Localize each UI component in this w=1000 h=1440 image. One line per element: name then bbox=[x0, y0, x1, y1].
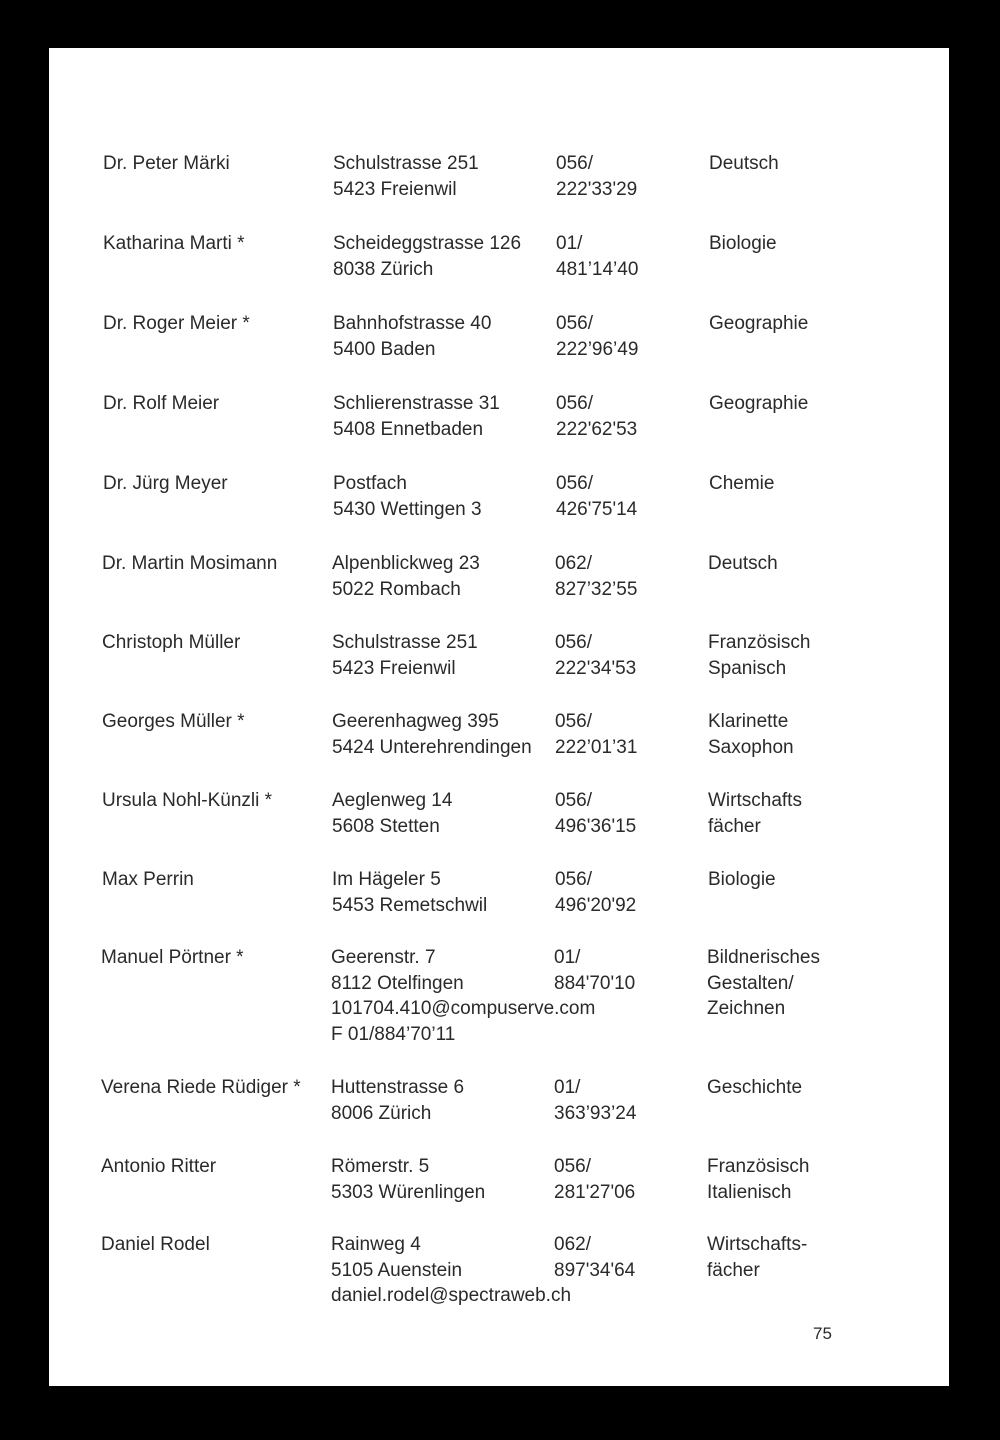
phone-line: 01/ bbox=[556, 233, 583, 254]
phone-line: 496'20'92 bbox=[555, 894, 637, 916]
subject-line: Geographie bbox=[709, 393, 809, 414]
entry-subject bbox=[707, 1154, 809, 1205]
phone-line: 056/ bbox=[555, 869, 592, 890]
entry-address bbox=[332, 867, 487, 918]
entry-phone bbox=[554, 1075, 636, 1126]
entry-phone bbox=[555, 709, 637, 760]
address-line: Rainweg 4 bbox=[331, 1234, 421, 1255]
subject-line: Wirtschafts bbox=[708, 790, 802, 811]
entry-name: Dr. Rolf Meier bbox=[103, 393, 220, 414]
subject-line: Französisch bbox=[708, 632, 811, 653]
entry-subject bbox=[709, 391, 808, 417]
entry-subject bbox=[708, 551, 778, 577]
phone-line: 056/ bbox=[556, 153, 593, 174]
address-line: Geerenstr. 7 bbox=[331, 947, 436, 968]
address-line: Huttenstrasse 6 bbox=[331, 1077, 465, 1098]
address-line: 5303 Würenlingen bbox=[331, 1181, 486, 1203]
phone-line: 01/ bbox=[554, 947, 581, 968]
entry-subject bbox=[709, 231, 777, 257]
entry-subject bbox=[708, 867, 776, 893]
subject-line: Geschichte bbox=[707, 1077, 803, 1098]
phone-line: 062/ bbox=[555, 553, 592, 574]
entry-phone bbox=[556, 391, 637, 442]
address-line: daniel.rodel@spectraweb.ch bbox=[331, 1285, 572, 1306]
phone-line: 056/ bbox=[556, 393, 593, 414]
phone-line: 222'33'29 bbox=[556, 178, 638, 200]
address-line: Postfach bbox=[333, 473, 407, 494]
entry-phone bbox=[555, 788, 636, 839]
address-line: 8006 Zürich bbox=[331, 1102, 432, 1124]
entry-subject bbox=[707, 945, 820, 1022]
entry-address bbox=[331, 1232, 571, 1309]
entry-name: Max Perrin bbox=[102, 869, 194, 890]
subject-line: Wirtschafts- bbox=[707, 1234, 808, 1255]
subject-line: Klarinette bbox=[708, 711, 789, 732]
entry-name: Katharina Marti * bbox=[103, 233, 245, 254]
subject-line: fächer bbox=[707, 1259, 760, 1281]
address-line: 5408 Ennetbaden bbox=[333, 418, 484, 440]
entry-address bbox=[332, 709, 532, 760]
entry-phone bbox=[555, 630, 636, 681]
phone-line: 056/ bbox=[556, 313, 593, 334]
phone-line: 827’32’55 bbox=[555, 578, 638, 600]
address-line: 8112 Otelfingen bbox=[331, 972, 464, 994]
entry-phone bbox=[556, 151, 637, 202]
entry-name: Georges Müller * bbox=[102, 711, 245, 732]
address-line: Alpenblickweg 23 bbox=[332, 553, 480, 574]
entry-address bbox=[331, 1154, 485, 1205]
entry-name: Antonio Ritter bbox=[101, 1156, 217, 1177]
subject-line: Italienisch bbox=[707, 1181, 792, 1203]
entry-address bbox=[333, 391, 500, 442]
address-line: 5400 Baden bbox=[333, 338, 436, 360]
subject-line: Spanisch bbox=[708, 657, 787, 679]
address-line: Römerstr. 5 bbox=[331, 1156, 430, 1177]
address-line: Im Hägeler 5 bbox=[332, 869, 441, 890]
entry-phone bbox=[554, 945, 635, 996]
entry-phone bbox=[556, 311, 638, 362]
entry-phone bbox=[555, 867, 636, 918]
entry-name: Dr. Peter Märki bbox=[103, 153, 230, 174]
entry-subject bbox=[708, 709, 794, 760]
subject-line: Deutsch bbox=[708, 553, 778, 574]
subject-line: Gestalten/ bbox=[707, 972, 794, 994]
entry-address bbox=[333, 151, 479, 202]
phone-line: 222'62'53 bbox=[556, 418, 638, 440]
address-line: 5453 Remetschwil bbox=[332, 894, 488, 916]
entry-name: Daniel Rodel bbox=[101, 1234, 210, 1255]
subject-line: Deutsch bbox=[709, 153, 779, 174]
phone-line: 056/ bbox=[555, 632, 592, 653]
entry-name: Dr. Roger Meier * bbox=[103, 313, 250, 334]
entry-subject bbox=[707, 1075, 802, 1101]
entry-name: Manuel Pörtner * bbox=[101, 947, 244, 968]
phone-line: 056/ bbox=[554, 1156, 591, 1177]
entry-address bbox=[333, 231, 521, 282]
document-page bbox=[49, 48, 949, 1386]
phone-line: 222’01’31 bbox=[555, 736, 638, 758]
subject-line: Zeichnen bbox=[707, 998, 786, 1019]
phone-line: 222’96’49 bbox=[556, 338, 639, 360]
entry-phone bbox=[554, 1154, 635, 1205]
entry-name: Dr. Jürg Meyer bbox=[103, 473, 228, 494]
phone-line: 056/ bbox=[555, 711, 592, 732]
entry-address bbox=[331, 1075, 464, 1126]
address-line: Aeglenweg 14 bbox=[332, 790, 453, 811]
entry-name: Ursula Nohl-Künzli * bbox=[102, 790, 273, 811]
address-line: 5423 Freienwil bbox=[333, 178, 457, 200]
address-line: 5022 Rombach bbox=[332, 578, 461, 600]
entry-address bbox=[332, 551, 480, 602]
entry-name: Christoph Müller bbox=[102, 632, 241, 653]
entry-address bbox=[333, 471, 482, 522]
phone-line: 496'36'15 bbox=[555, 815, 637, 837]
address-line: 5105 Auenstein bbox=[331, 1259, 463, 1281]
address-line: Schulstrasse 251 bbox=[332, 632, 478, 653]
subject-line: Biologie bbox=[709, 233, 777, 254]
phone-line: 481’14’40 bbox=[556, 258, 639, 280]
address-line: Schlierenstrasse 31 bbox=[333, 393, 500, 414]
phone-line: 056/ bbox=[556, 473, 593, 494]
phone-line: 884'70'10 bbox=[554, 972, 636, 994]
address-line: Bahnhofstrasse 40 bbox=[333, 313, 492, 334]
entry-phone bbox=[554, 1232, 635, 1283]
address-line: 8038 Zürich bbox=[333, 258, 434, 280]
address-line: 5424 Unterehrendingen bbox=[332, 736, 532, 758]
phone-line: 363’93’24 bbox=[554, 1102, 637, 1124]
entry-subject bbox=[708, 630, 810, 681]
phone-line: 056/ bbox=[555, 790, 592, 811]
subject-line: Biologie bbox=[708, 869, 776, 890]
address-line: 5430 Wettingen 3 bbox=[333, 498, 482, 520]
subject-line: Saxophon bbox=[708, 736, 794, 758]
entry-subject bbox=[707, 1232, 807, 1283]
address-line: F 01/884’70’11 bbox=[331, 1023, 456, 1045]
address-line: 101704.410@compuserve.com bbox=[331, 998, 596, 1019]
address-line: Geerenhagweg 395 bbox=[332, 711, 499, 732]
entry-phone bbox=[556, 231, 638, 282]
address-line: 5608 Stetten bbox=[332, 815, 440, 837]
subject-line: Französisch bbox=[707, 1156, 810, 1177]
entry-subject bbox=[709, 151, 779, 177]
entry-phone bbox=[555, 551, 637, 602]
subject-line: Chemie bbox=[709, 473, 775, 494]
entry-address bbox=[332, 630, 478, 681]
page-number: 75 bbox=[813, 1324, 832, 1343]
address-line: 5423 Freienwil bbox=[332, 657, 456, 679]
subject-line: fächer bbox=[708, 815, 761, 837]
address-line: Schulstrasse 251 bbox=[333, 153, 479, 174]
subject-line: Bildnerisches bbox=[707, 947, 820, 968]
entry-subject bbox=[709, 471, 774, 497]
phone-line: 062/ bbox=[554, 1234, 591, 1255]
entry-address bbox=[333, 311, 491, 362]
phone-line: 426'75'14 bbox=[556, 498, 638, 520]
phone-line: 01/ bbox=[554, 1077, 581, 1098]
entry-subject bbox=[709, 311, 808, 337]
entry-address bbox=[332, 788, 452, 839]
phone-line: 222'34'53 bbox=[555, 657, 637, 679]
phone-line: 897'34'64 bbox=[554, 1259, 636, 1281]
phone-line: 281'27'06 bbox=[554, 1181, 636, 1203]
address-line: Scheideggstrasse 126 bbox=[333, 233, 522, 254]
entry-name: Verena Riede Rüdiger * bbox=[101, 1077, 301, 1098]
subject-line: Geographie bbox=[709, 313, 809, 334]
entry-phone bbox=[556, 471, 637, 522]
entry-subject bbox=[708, 788, 802, 839]
entry-name: Dr. Martin Mosimann bbox=[102, 553, 278, 574]
